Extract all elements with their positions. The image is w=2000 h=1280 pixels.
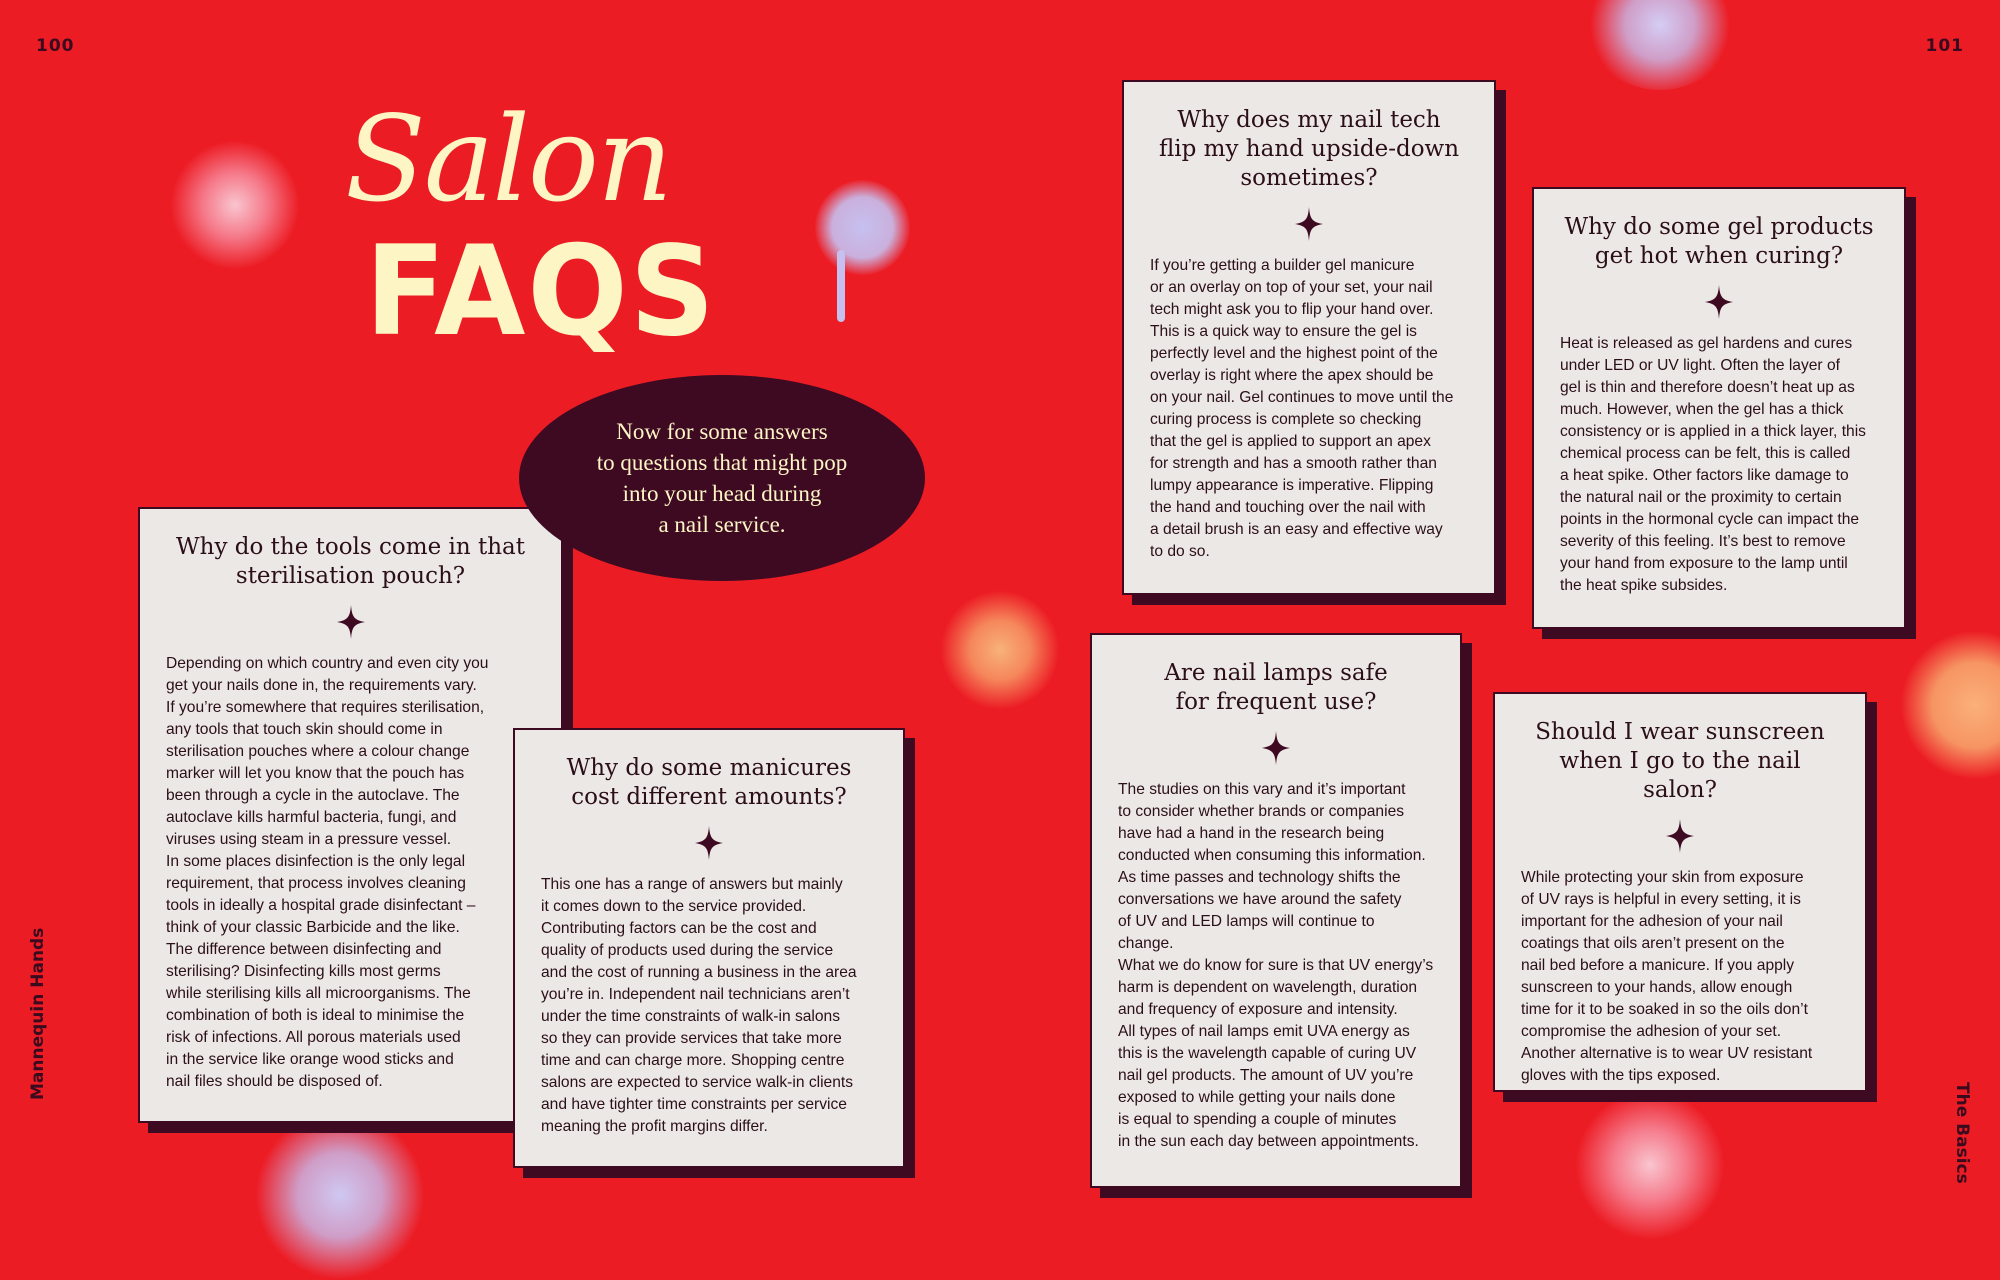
lavender-spray-blob: [255, 1110, 425, 1280]
sparkle-icon: [1705, 285, 1733, 319]
orange-spray-blob: [940, 590, 1060, 710]
faq-question: Why do some manicures cost different amounts?: [566, 755, 852, 810]
sparkle-icon: [337, 605, 365, 639]
faq-question: Should I wear sunscreen when I go to the nail salon?: [1535, 719, 1825, 803]
sparkle-icon: [695, 826, 723, 860]
faq-card-gel-heat: [1532, 187, 1906, 629]
faq-answer: The studies on this vary and it’s important to consider whether brands or companies have had a hand in the research being conducted when consuming this information. As time passes and technology shifts the conversations we have around the safety of UV and LED lamps will continue to change. What we do know for sure is that UV energy’s harm is dependent on wavelength, duration and frequency of exposure and intensity. All types of nail lamps emit UVA energy as this is the wavelength capable of curing UV nail gel products. The amount of UV you’re exposed to while getting your nails done is equal to spending a couple of minutes in the sun each day between appointments.: [1118, 781, 1434, 1150]
section-label-right: The Basics: [1952, 1082, 1972, 1184]
lavender-drip: [837, 250, 845, 322]
sparkle-icon: [1666, 819, 1694, 853]
faq-answer: If you’re getting a builder gel manicure or an overlay on top of your set, your nail tech might ask you to flip your hand over. This is a quick way to ensure the gel is perfectly level and the highest point of the overlay is right where the apex should be on your nail. Gel continues to move until the curing process is complete so checking that the gel is applied to support an apex for strength and has a smooth rather than lumpy appearance is imperative. Flipping the hand and touching over the nail with a detail brush is an easy and effective way to do so.: [1150, 257, 1454, 560]
faq-answer: While protecting your skin from exposure of UV rays is helpful in every setting, it is important for the adhesion of your nail coatings that oils aren’t present on the nail bed before a manicure. If you apply sunscreen to your hands, allow enough time for it to be soaked in so the oils don’t compromise the adhesion of your set. Another alternative is to wear UV resistant gloves with the tips exposed.: [1521, 869, 1813, 1084]
faq-answer: Heat is released as gel hardens and cures under LED or UV light. Often the layer of gel is thin and therefore doesn’t heat up as much. However, when the gel has a thick consistency or is applied in a thick layer, this chemical process can be felt, this is called a heat spike. Other factors like damage to the natural nail or the proximity to certain points in the hormonal cycle can impact the severity of this feeling. It’s best to remove your hand from exposure to the lamp until the heat spike subsides.: [1560, 335, 1866, 594]
sparkle-icon: [1262, 731, 1290, 765]
faq-card-cost: [513, 728, 905, 1168]
faq-question: Why do the tools come in that sterilisation pouch?: [176, 534, 525, 589]
lavender-spray-blob: [815, 180, 910, 275]
pink-spray-blob: [170, 140, 300, 270]
faq-card-nail-lamps: [1090, 633, 1462, 1188]
faq-card-flip-hand: [1122, 80, 1496, 595]
faq-question: Why does my nail tech flip my hand upside-down sometimes?: [1158, 107, 1460, 191]
sparkle-icon: [1295, 207, 1323, 241]
faq-answer: Depending on which country and even city you get your nails done in, the requirements vary. If you’re somewhere that requires sterilisation, any tools that touch skin should come in sterilisation pouches where a colour change marker will let you know that the pouch has been through a cycle in the autoclave. The autoclave kills harmful bacteria, fungi, and viruses using steam in a pressure vessel. In some places disinfection is the only legal requirement, that process involves cleaning tools in ideally a hospital grade disinfectant – think of your classic Barbicide and the like. The difference between disinfecting and sterilising? Disinfecting kills most germs while sterilising kills all microorganisms. The combination of both is ideal to minimise the risk of infections. All porous materials used in the service like orange wood sticks and nail files should be disposed of.: [166, 655, 489, 1090]
lavender-spray-blob: [1585, 0, 1735, 90]
faq-question: Why do some gel products get hot when curing?: [1564, 214, 1874, 269]
pink-spray-blob: [1575, 1090, 1725, 1240]
page-number-right: 101: [1925, 36, 1964, 56]
faq-card-tools: [138, 507, 563, 1123]
section-label-left: Mannequin Hands: [28, 927, 48, 1100]
intro-oval: [519, 375, 925, 581]
faq-card-sunscreen: [1493, 692, 1867, 1092]
title-block: FAQS: [365, 218, 717, 364]
intro-text: Now for some answers to questions that might pop into your head during a nail service.: [596, 419, 848, 537]
faq-question: Are nail lamps safe for frequent use?: [1164, 660, 1388, 715]
page-number-left: 100: [36, 36, 75, 56]
title-script: Salon: [345, 90, 671, 228]
faq-answer: This one has a range of answers but mainly it comes down to the service provided. Contributing factors can be the cost and quality of products used during the service and the cost of running a business in the area you’re in. Independent nail technicians aren’t under the time constraints of walk-in salons so they can provide services that take more time and can charge more. Shopping centre salons are expected to service walk-in clients and have tighter time constraints per service meaning the profit margins differ.: [541, 876, 857, 1135]
orange-spray-blob: [1900, 630, 2000, 780]
